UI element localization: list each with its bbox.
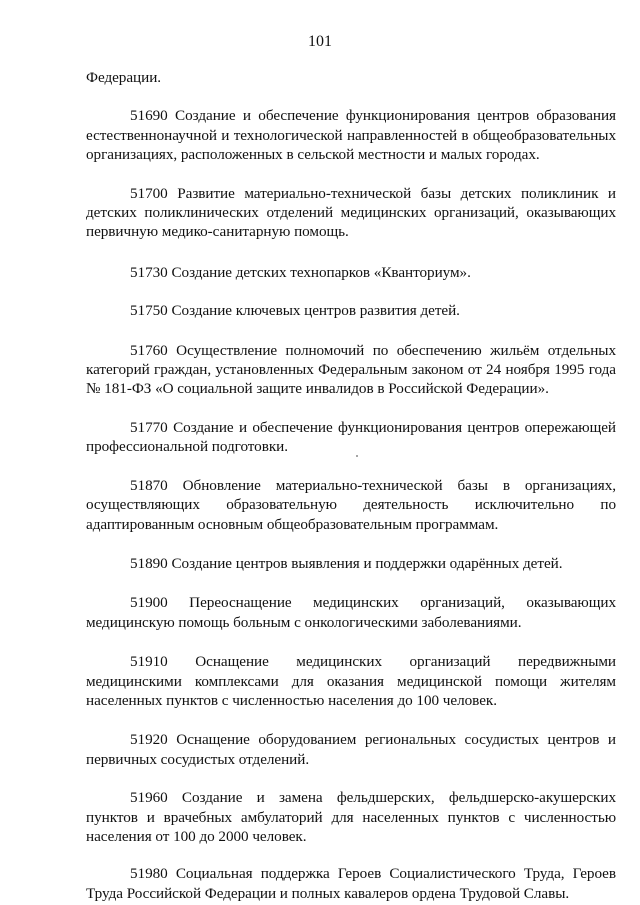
paragraph-51750: 51750 Создание ключевых центров развития детей. bbox=[130, 302, 460, 320]
paragraph-51960: 51960 Создание и замена фельдшерских, фельдшерско-акушерских пунктов и врачебных амбулаторий для населенных пунктов с численностью населения от 100 до 2000 человек. bbox=[86, 789, 616, 845]
paragraph-51870: 51870 Обновление материально-технической базы в организациях, осуществляющих образовательную деятельность исключительно по адаптированным основным общеобразовательным программам. bbox=[86, 476, 616, 533]
paragraph-51980: 51980 Социальная поддержка Героев Социалистического Труда, Героев Труда Российской Федерации и полных кавалеров ордена Трудовой Славы. bbox=[86, 865, 616, 902]
paragraph-51900: 51900 Переоснащение медицинских организаций, оказывающих медицинскую помощь больным с онкологическими заболеваниями. bbox=[86, 594, 616, 631]
paragraph-51770: 51770 Создание и обеспечение функционирования центров опережающей профессиональной подготовки. bbox=[86, 418, 616, 456]
page-number: 101 bbox=[308, 33, 332, 50]
paragraph-51730: 51730 Создание детских технопарков «Кванториум». bbox=[130, 263, 471, 281]
paragraph-51920: 51920 Оснащение оборудованием региональных сосудистых центров и первичных сосудистых отделений. bbox=[86, 731, 616, 768]
paragraph-51690: 51690 Создание и обеспечение функционирования центров образования естественнонаучной и технологической направленностей в общеобразовательных организациях, расположенных в сельской местности и малых городах. bbox=[86, 107, 616, 164]
paragraph-51760: 51760 Осуществление полномочий по обеспечению жильём отдельных категорий граждан, установленных Федеральным законом от 24 ноября 1995 года № 181-ФЗ «О социальной защите инвалидов в Российской Федерации». bbox=[86, 341, 616, 398]
paragraph-51910: 51910 Оснащение медицинских организаций передвижными медицинскими комплексами для оказания медицинской помощи жителям населенных пунктов с численностью населения до 100 человек. bbox=[86, 653, 616, 709]
paragraph-51700: 51700 Развитие материально-технической базы детских поликлиник и детских поликлинических отделений медицинских организаций, оказывающих первичную медико-санитарную помощь. bbox=[86, 184, 616, 241]
document-body bbox=[86, 68, 616, 903]
paragraph-51890: 51890 Создание центров выявления и поддержки одарённых детей. bbox=[130, 554, 563, 572]
paragraph-continuation: Федерации. bbox=[86, 69, 162, 86]
